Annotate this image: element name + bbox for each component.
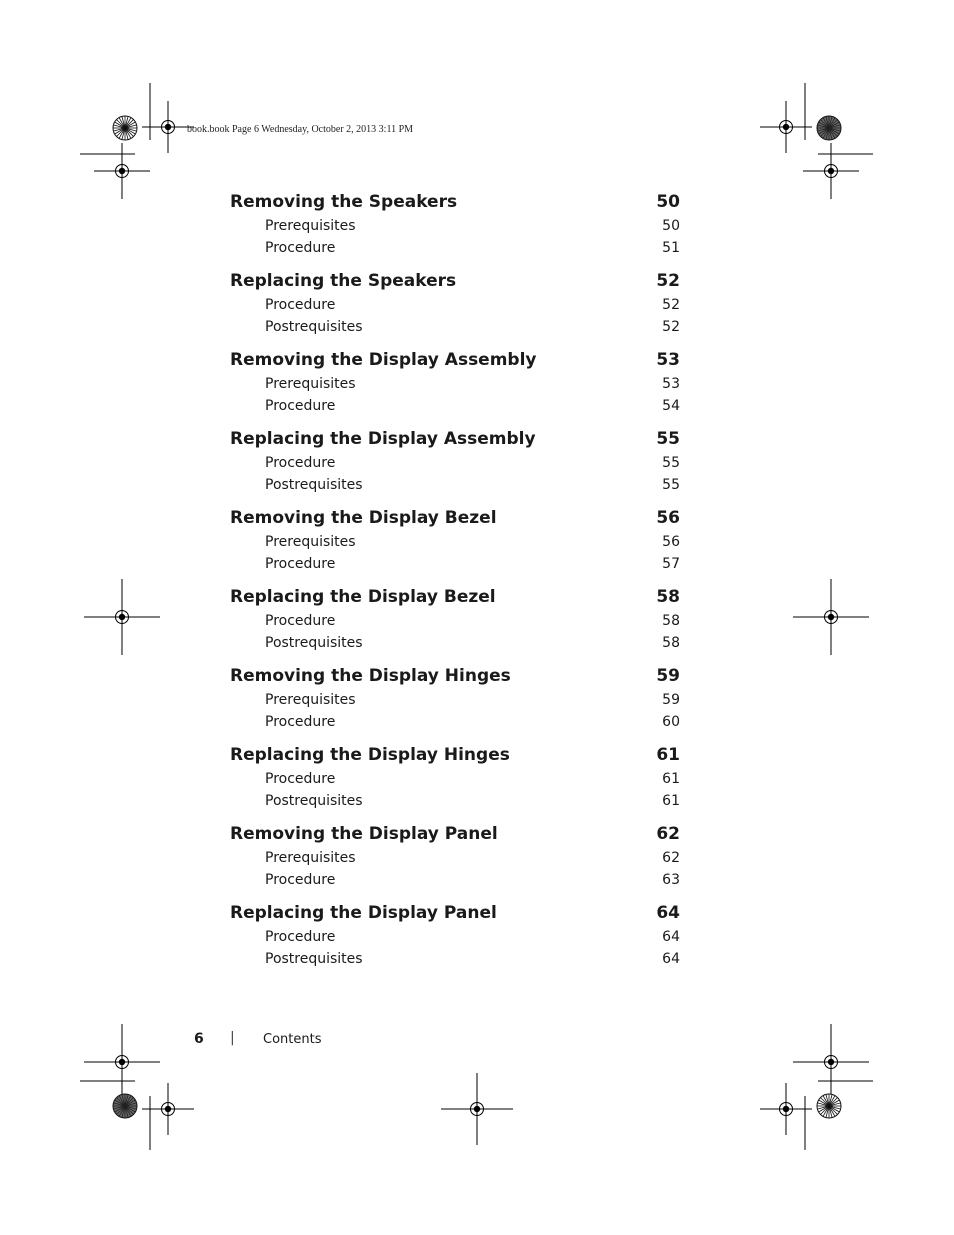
section-title: Removing the Display Hinges <box>230 666 511 686</box>
toc-section-heading[interactable] <box>230 348 680 373</box>
entry-label: Postrequisites <box>265 951 363 967</box>
footer-section-label: Contents <box>263 1032 322 1047</box>
color-calibration-icon <box>817 1094 841 1118</box>
toc-entry[interactable] <box>230 215 680 237</box>
section-page: 58 <box>656 587 680 607</box>
toc-entry[interactable] <box>230 373 680 395</box>
section-title: Removing the Speakers <box>230 192 458 212</box>
entry-label: Procedure <box>265 398 336 414</box>
entry-label: Procedure <box>265 929 336 945</box>
toc-section-heading[interactable] <box>230 664 680 689</box>
registration-target-icon <box>803 143 859 199</box>
section-page: 61 <box>656 745 680 765</box>
entry-page: 51 <box>662 240 680 256</box>
entry-label: Postrequisites <box>265 793 363 809</box>
toc-section-heading[interactable] <box>230 506 680 531</box>
registration-target-icon <box>84 579 160 655</box>
entry-label: Postrequisites <box>265 477 363 493</box>
entry-label: Prerequisites <box>265 692 356 708</box>
toc-entry[interactable] <box>230 452 680 474</box>
section-title: Removing the Display Bezel <box>230 508 497 528</box>
entry-label: Procedure <box>265 455 336 471</box>
entry-label: Prerequisites <box>265 850 356 866</box>
section-title: Replacing the Display Bezel <box>230 587 496 607</box>
registration-target-icon <box>441 1073 513 1145</box>
toc-section <box>230 743 680 812</box>
toc-entry[interactable] <box>230 926 680 948</box>
section-page: 62 <box>656 824 680 844</box>
entry-label: Prerequisites <box>265 534 356 550</box>
entry-page: 55 <box>662 455 680 471</box>
entry-label: Procedure <box>265 613 336 629</box>
color-calibration-icon <box>113 1094 137 1118</box>
section-title: Replacing the Display Assembly <box>230 429 536 449</box>
entry-label: Procedure <box>265 297 336 313</box>
entry-label: Procedure <box>265 872 336 888</box>
toc-section <box>230 664 680 733</box>
section-title: Replacing the Display Hinges <box>230 745 510 765</box>
registration-target-icon <box>94 143 150 199</box>
toc-entry[interactable] <box>230 948 680 970</box>
registration-target-icon <box>760 1083 812 1135</box>
section-page: 53 <box>656 350 680 370</box>
entry-page: 50 <box>662 218 680 234</box>
toc-section <box>230 585 680 654</box>
section-page: 52 <box>656 271 680 291</box>
entry-page: 53 <box>662 376 680 392</box>
section-title: Removing the Display Panel <box>230 824 498 844</box>
toc-section <box>230 269 680 338</box>
registration-target-icon <box>84 1024 160 1100</box>
toc-section <box>230 348 680 417</box>
entry-page: 62 <box>662 850 680 866</box>
print-slug: book.book Page 6 Wednesday, October 2, 2013 3:11 PM <box>187 124 414 135</box>
entry-page: 64 <box>662 929 680 945</box>
entry-page: 56 <box>662 534 680 550</box>
toc-entry[interactable] <box>230 531 680 553</box>
toc-section <box>230 506 680 575</box>
section-page: 64 <box>656 903 680 923</box>
toc-entry[interactable] <box>230 711 680 733</box>
entry-page: 61 <box>662 793 680 809</box>
table-of-contents <box>230 190 680 980</box>
entry-page: 52 <box>662 319 680 335</box>
entry-page: 55 <box>662 477 680 493</box>
toc-entry[interactable] <box>230 790 680 812</box>
toc-entry[interactable] <box>230 237 680 259</box>
entry-page: 58 <box>662 613 680 629</box>
toc-entry[interactable] <box>230 553 680 575</box>
entry-page: 54 <box>662 398 680 414</box>
toc-entry[interactable] <box>230 768 680 790</box>
section-page: 55 <box>656 429 680 449</box>
toc-section-heading[interactable] <box>230 901 680 926</box>
toc-entry[interactable] <box>230 689 680 711</box>
entry-label: Procedure <box>265 771 336 787</box>
registration-target-icon <box>793 579 869 655</box>
entry-label: Postrequisites <box>265 635 363 651</box>
section-page: 59 <box>656 666 680 686</box>
entry-page: 63 <box>662 872 680 888</box>
footer-separator: | <box>230 1030 235 1046</box>
toc-section <box>230 901 680 970</box>
toc-section-heading[interactable] <box>230 269 680 294</box>
entry-label: Procedure <box>265 240 336 256</box>
toc-entry[interactable] <box>230 869 680 891</box>
entry-page: 61 <box>662 771 680 787</box>
entry-page: 58 <box>662 635 680 651</box>
entry-page: 52 <box>662 297 680 313</box>
section-title: Replacing the Speakers <box>230 271 457 291</box>
toc-entry[interactable] <box>230 847 680 869</box>
entry-label: Prerequisites <box>265 376 356 392</box>
toc-section <box>230 427 680 496</box>
section-title: Removing the Display Assembly <box>230 350 537 370</box>
toc-entry[interactable] <box>230 610 680 632</box>
toc-section <box>230 822 680 891</box>
toc-section-heading[interactable] <box>230 822 680 847</box>
entry-page: 59 <box>662 692 680 708</box>
section-page: 50 <box>656 192 680 212</box>
toc-entry[interactable] <box>230 294 680 316</box>
toc-entry[interactable] <box>230 474 680 496</box>
toc-section <box>230 190 680 259</box>
entry-page: 60 <box>662 714 680 730</box>
entry-label: Postrequisites <box>265 319 363 335</box>
entry-page: 64 <box>662 951 680 967</box>
toc-section-heading[interactable] <box>230 585 680 610</box>
color-calibration-icon <box>817 116 841 140</box>
toc-section-heading[interactable] <box>230 743 680 768</box>
toc-section-heading[interactable] <box>230 427 680 452</box>
registration-target-icon <box>760 101 812 153</box>
section-page: 56 <box>656 508 680 528</box>
entry-label: Procedure <box>265 556 336 572</box>
registration-target-icon <box>793 1024 869 1100</box>
entry-page: 57 <box>662 556 680 572</box>
color-calibration-icon <box>113 116 137 140</box>
entry-label: Procedure <box>265 714 336 730</box>
footer-page-number: 6 <box>194 1031 204 1047</box>
toc-entry[interactable] <box>230 316 680 338</box>
section-title: Replacing the Display Panel <box>230 903 497 923</box>
toc-entry[interactable] <box>230 632 680 654</box>
entry-label: Prerequisites <box>265 218 356 234</box>
toc-entry[interactable] <box>230 395 680 417</box>
toc-section-heading[interactable] <box>230 190 680 215</box>
